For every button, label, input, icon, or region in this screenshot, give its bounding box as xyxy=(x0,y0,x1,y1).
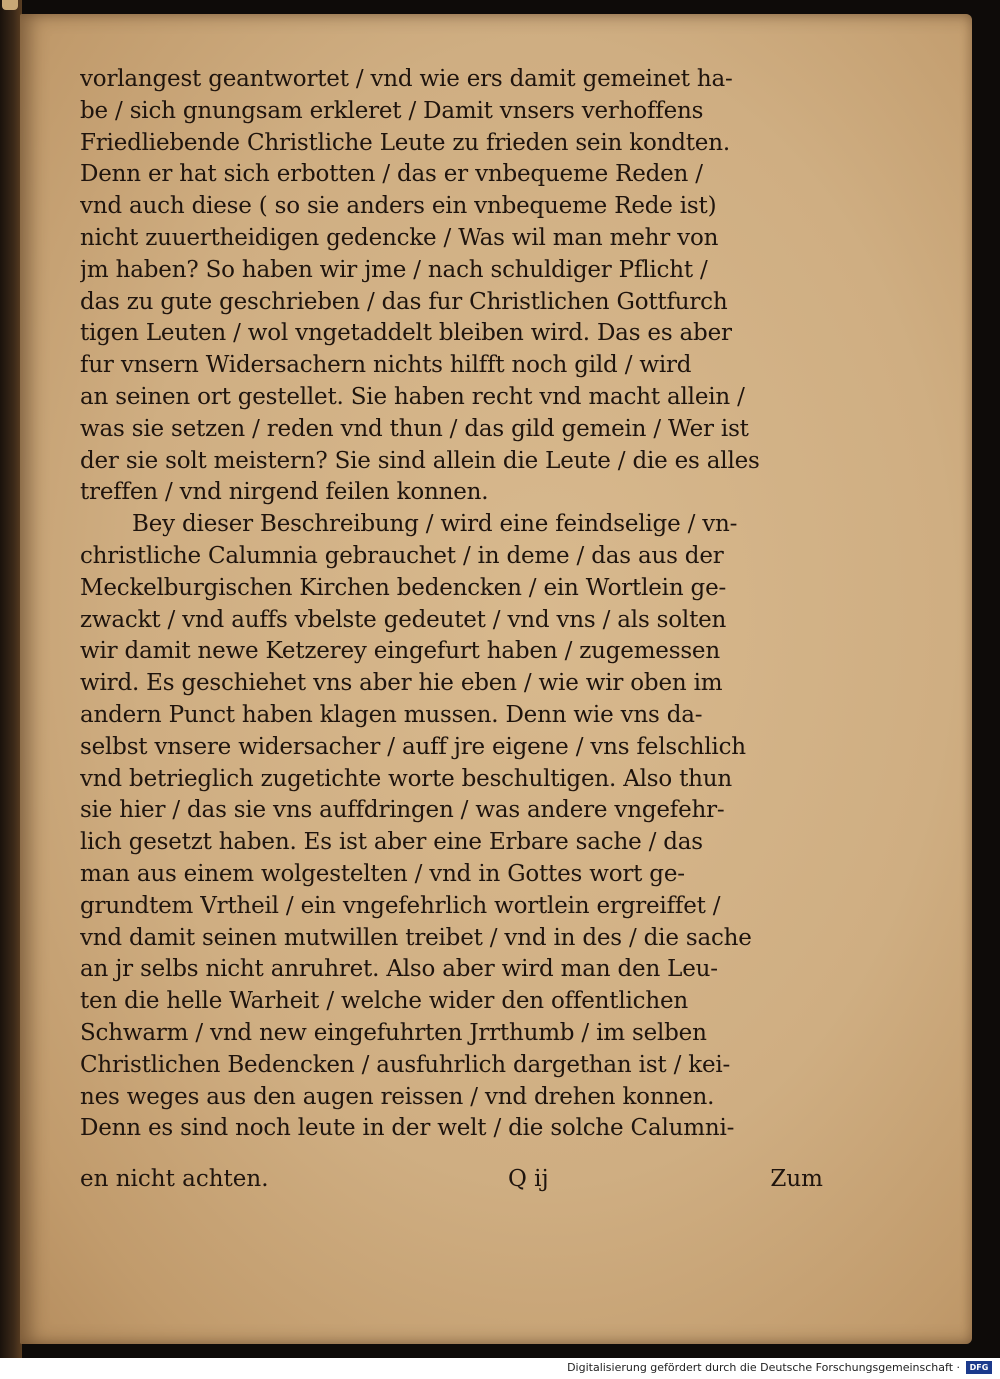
text-line: der sie solt meistern? Sie sind allein die Leute / die es alles xyxy=(80,447,760,474)
text-line: nicht zuuertheidigen gedencke / Was wil man mehr von xyxy=(80,224,719,251)
text-line: ten die helle Warheit / welche wider den offentlichen xyxy=(80,988,688,1015)
funding-credit: Digitalisierung gefördert durch die Deutsche Forschungsgemeinschaft · xyxy=(567,1361,960,1374)
text-line: was sie setzen / reden vnd thun / das gild gemein / Wer ist xyxy=(80,415,749,442)
text-line: sie hier / das sie vns auffdringen / was andere vngefehr- xyxy=(80,797,725,824)
text-line: vnd betrieglich zugetichte worte beschultigen. Also thun xyxy=(80,765,733,792)
text-line: selbst vnsere widersacher / auff jre eigene / vns felschlich xyxy=(80,733,746,760)
paragraph-start-line: Bey dieser Beschreibung / wird eine feindselige / vn- xyxy=(132,511,738,538)
book-spine xyxy=(0,0,22,1358)
catchword: Zum xyxy=(770,1166,823,1192)
text-line: Schwarm / vnd new eingefuhrten Jrrthumb / im selben xyxy=(80,1019,707,1046)
text-line: nes weges aus den augen reissen / vnd drehen konnen. xyxy=(80,1083,715,1110)
text-line: man aus einem wolgestelten / vnd in Gottes wort ge- xyxy=(80,860,685,887)
text-line: vorlangest geantwortet / vnd wie ers damit gemeinet ha- xyxy=(80,66,733,92)
dfg-logo: DFG xyxy=(966,1361,992,1374)
text-line: grundtem Vrtheil / ein vngefehrlich wortlein ergreiffet / xyxy=(80,892,721,919)
text-line: tigen Leuten / wol vngetaddelt bleiben wird. Das es aber xyxy=(80,320,732,347)
text-line: an jr selbs nicht anruhret. Also aber wird man den Leu- xyxy=(80,956,718,983)
text-line: das zu gute geschrieben / das fur Christlichen Gottfurch xyxy=(80,288,728,315)
text-line: vnd damit seinen mutwillen treibet / vnd in des / die sache xyxy=(80,924,752,951)
text-line: Denn er hat sich erbotten / das er vnbequeme Reden / xyxy=(80,161,703,188)
text-line: zwackt / vnd auffs vbelste gedeutet / vnd vns / als solten xyxy=(80,606,727,633)
text-line: treffen / vnd nirgend feilen konnen. xyxy=(80,479,489,506)
text-line: andern Punct haben klagen mussen. Denn wie vns da- xyxy=(80,701,703,728)
credit-bar xyxy=(0,1358,1000,1379)
text-line: Meckelburgischen Kirchen bedencken / ein Wortlein ge- xyxy=(80,574,727,601)
signature-mark: Q ij xyxy=(508,1166,549,1192)
text-line: wird. Es geschiehet vns aber hie eben / wie wir oben im xyxy=(80,670,723,697)
last-text-line: en nicht achten. xyxy=(80,1166,269,1192)
text-line: jm haben? So haben wir jme / nach schuldiger Pflicht / xyxy=(80,256,708,283)
text-line: fur vnsern Widersachern nichts hilfft noch gild / wird xyxy=(80,352,692,379)
text-line: be / sich gnungsam erkleret / Damit vnsers verhoffens xyxy=(80,97,704,124)
text-line: lich gesetzt haben. Es ist aber eine Erbare sache / das xyxy=(80,829,703,856)
text-line: Friedliebende Christliche Leute zu frieden sein kondten. xyxy=(80,129,730,156)
text-line: vnd auch diese ( so sie anders ein vnbequeme Rede ist) xyxy=(80,193,717,220)
page-footer-line xyxy=(80,1163,825,1195)
text-line: wir damit newe Ketzerey eingefurt haben / zugemessen xyxy=(80,638,720,665)
page-text xyxy=(80,64,825,1145)
text-line: Christlichen Bedencken / ausfuhrlich dargethan ist / kei- xyxy=(80,1051,731,1078)
text-line: Denn es sind noch leute in der welt / die solche Calumni- xyxy=(80,1115,735,1142)
corner-tab xyxy=(2,0,18,10)
text-line: an seinen ort gestellet. Sie haben recht vnd macht allein / xyxy=(80,383,745,410)
text-line: christliche Calumnia gebrauchet / in deme / das aus der xyxy=(80,542,724,569)
